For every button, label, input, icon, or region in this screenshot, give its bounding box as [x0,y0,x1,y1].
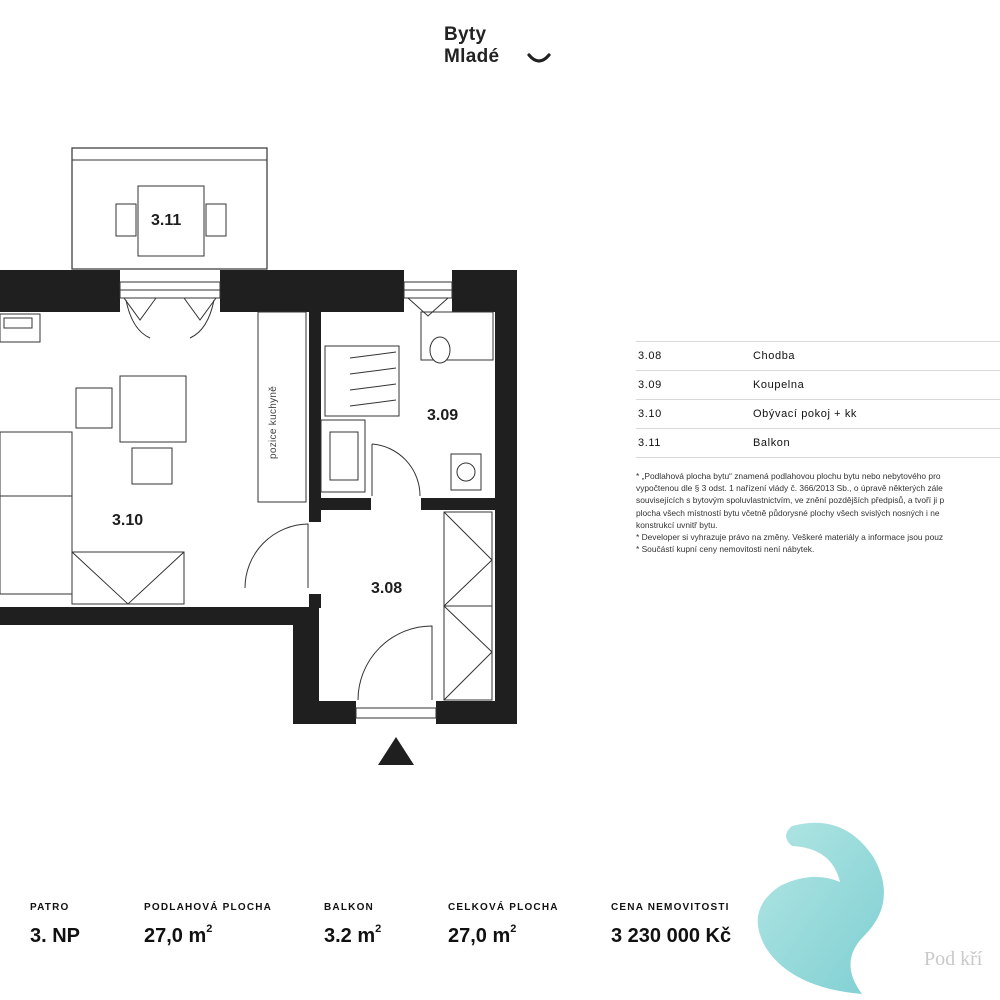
legend-row [636,371,1000,400]
stat-floor-area-value [144,925,272,948]
room-label-bathroom: 3.09 [427,407,459,424]
legend-name: Koupelna [753,379,805,391]
stat-price [611,902,731,948]
value-text: 27,0 m [144,925,207,947]
entrance-arrow-icon [378,737,414,765]
legend-row [636,400,1000,429]
brand-logo [444,22,564,72]
unit-sup: 2 [206,923,213,936]
room-label-living: 3.10 [112,512,144,529]
footnote-line: plocha všech místností bytu včetně půdorysné plochy všech svislých nosných i ne [636,507,940,518]
watermark-logo-icon [752,818,892,1000]
stat-price-label: CENA NEMOVITOSTI [611,902,730,913]
stat-floor-label: PATRO [30,902,70,913]
stat-floor-area [144,902,272,948]
legend-name: Chodba [753,350,796,362]
legend-name: Obývací pokoj + kk [753,408,858,420]
logo-line-2: Mladé [444,46,500,67]
bathroom-fixtures [321,312,493,496]
footnote-line: konstrukcí uvnitř bytu. [636,519,718,530]
room-label-balcony: 3.11 [151,212,182,229]
unit-sup: 2 [510,923,517,936]
footnotes [636,470,1000,555]
hallway-fixtures [245,512,492,700]
room-label-hallway: 3.08 [371,580,403,597]
legend-row [636,429,1000,458]
stat-price-value: 3 230 000 Kč [611,925,732,947]
footnote-line: * Developer si vyhrazuje právo na změny. Veškeré materiály a informace jsou pouz [636,532,944,543]
stat-floor-area-label: PODLAHOVÁ PLOCHA [144,902,273,913]
legend-code: 3.08 [638,350,662,362]
value-text: 3.2 m [324,925,376,947]
legend-row [636,341,1000,371]
logo-line-1: Byty [444,24,487,45]
watermark-text: Pod kří [924,948,983,970]
stat-total-area-label: CELKOVÁ PLOCHA [448,902,559,913]
legend-name: Balkon [753,437,791,449]
stat-balcony [324,902,381,948]
footnote-line: * „Podlahová plocha bytu“ znamená podlahovou plochu bytu nebo nebytového pro [636,471,941,481]
living-room-furniture [0,312,306,604]
stat-floor-value: 3. NP [30,925,81,947]
balcony-outline [72,148,267,269]
value-text: 27,0 m [448,925,511,947]
stat-total-area [448,902,559,948]
legend-code: 3.10 [638,408,662,420]
stat-total-area-value [448,925,559,948]
stat-balcony-label: BALKON [324,902,374,913]
stat-balcony-value [324,925,381,948]
unit-sup: 2 [375,923,382,936]
legend-code: 3.11 [638,437,661,449]
stat-floor [30,902,80,948]
kitchen-position-label: pozice kuchyně [268,385,279,459]
smile-icon [526,52,552,66]
legend-code: 3.09 [638,379,662,391]
footnote-line: vypočtenou dle § 3 odst. 1 nařízení vlády č. 366/2013 Sb., o úpravě některých zále [636,483,943,494]
footnote-line: * Součástí kupní ceny nemovitosti není nábytek. [636,544,815,555]
room-legend [636,341,1000,458]
footnote-line: souvisejících s bytovým spoluvlastnictvím, ve znění pozdějších předpisů, a tvoří ji p [636,495,945,506]
